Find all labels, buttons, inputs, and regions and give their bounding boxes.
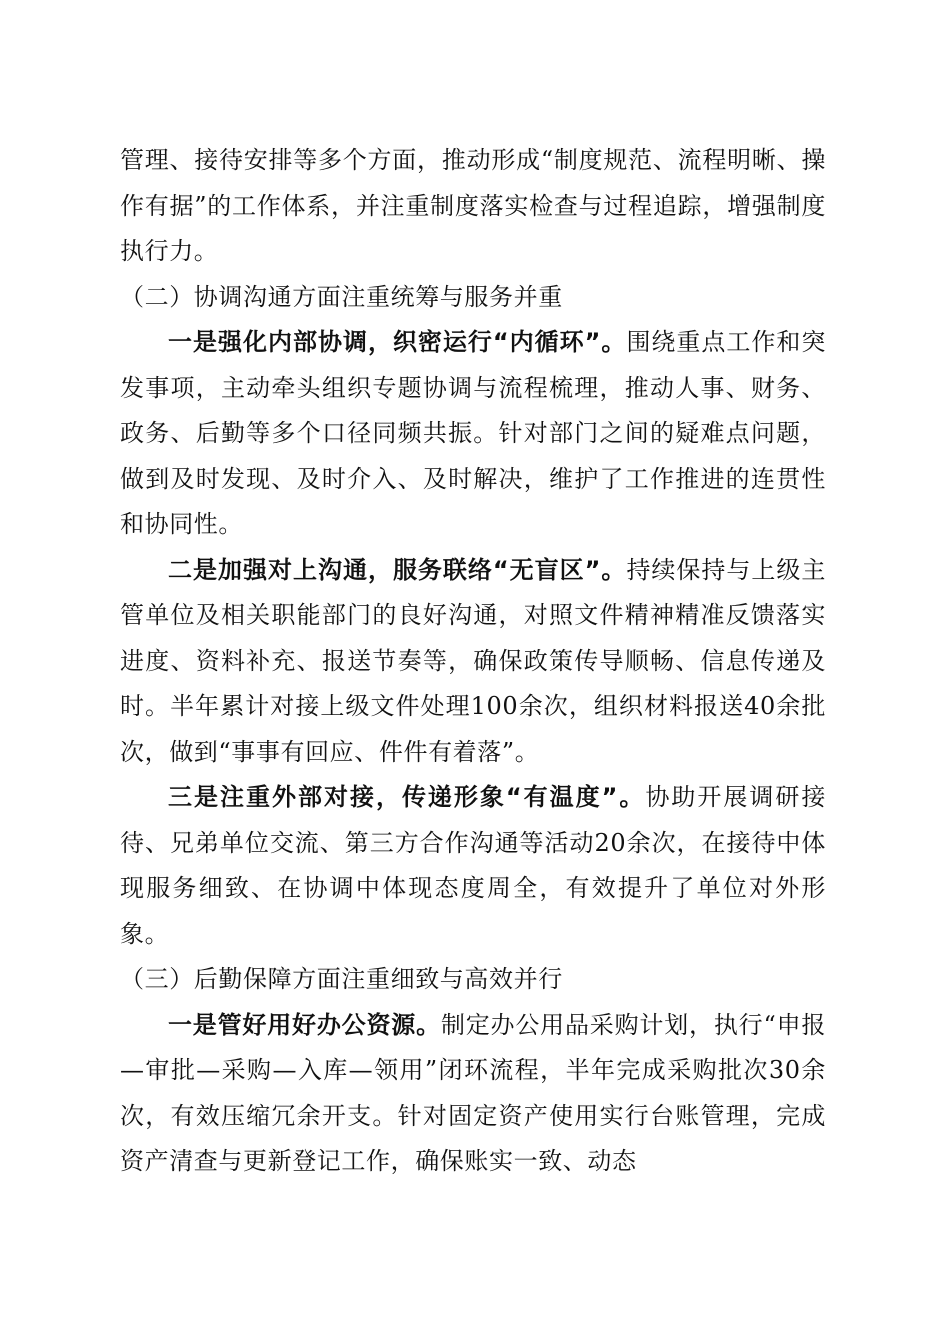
item-body: 协助开展调研接待、兄弟单位交流、第三方合作沟通等活动20余次，在接待中体现服务细致、在协调中体现态度周全，有效提升了单位对外形象。	[120, 783, 826, 948]
item-lead: 一是强化内部协调，织密运行“内循环”。	[168, 328, 627, 356]
document-body	[120, 138, 826, 1185]
item-lead: 二是加强对上沟通，服务联络“无盲区”。	[168, 555, 627, 584]
paragraph-item	[120, 320, 826, 548]
paragraph-item	[120, 548, 826, 776]
paragraph-item	[120, 1003, 826, 1185]
item-body: 制定办公用品采购计划，执行“申报—审批—采购—入库—领用”闭环流程，半年完成采购批次30余次，有效压缩冗余开支。针对固定资产使用实行台账管理，完成资产清查与更新登记工作，确保账实一致、动态	[120, 1010, 826, 1175]
section-heading-3: （三）后勤保障方面注重细致与高效并行	[120, 965, 563, 993]
section-heading-2: （二）协调沟通方面注重统筹与服务并重	[120, 282, 563, 311]
item-body: 围绕重点工作和突发事项，主动牵头组织专题协调与流程梳理，推动人事、财务、政务、后勤等多个口径同频共振。针对部门之间的疑难点问题，做到及时发现、及时介入、及时解决，维护了工作推进的连贯性和协同性。	[120, 328, 826, 538]
item-lead: 三是注重外部对接，传递形象“有温度”。	[168, 783, 646, 811]
item-body: 持续保持与上级主管单位及相关职能部门的良好沟通，对照文件精神精准反馈落实进度、资料补充、报送节奏等，确保政策传导顺畅、信息传递及时。半年累计对接上级文件处理100余次，组织材料报送40余批次，做到“事事有回应、件件有着落”。	[120, 555, 826, 766]
item-lead: 一是管好用好办公资源。	[168, 1010, 441, 1039]
paragraph-item	[120, 775, 826, 957]
paragraph-continuation: 管理、接待安排等多个方面，推动形成“制度规范、流程明晰、操作有据”的工作体系，并注重制度落实检查与过程追踪，增强制度执行力。	[120, 146, 826, 265]
